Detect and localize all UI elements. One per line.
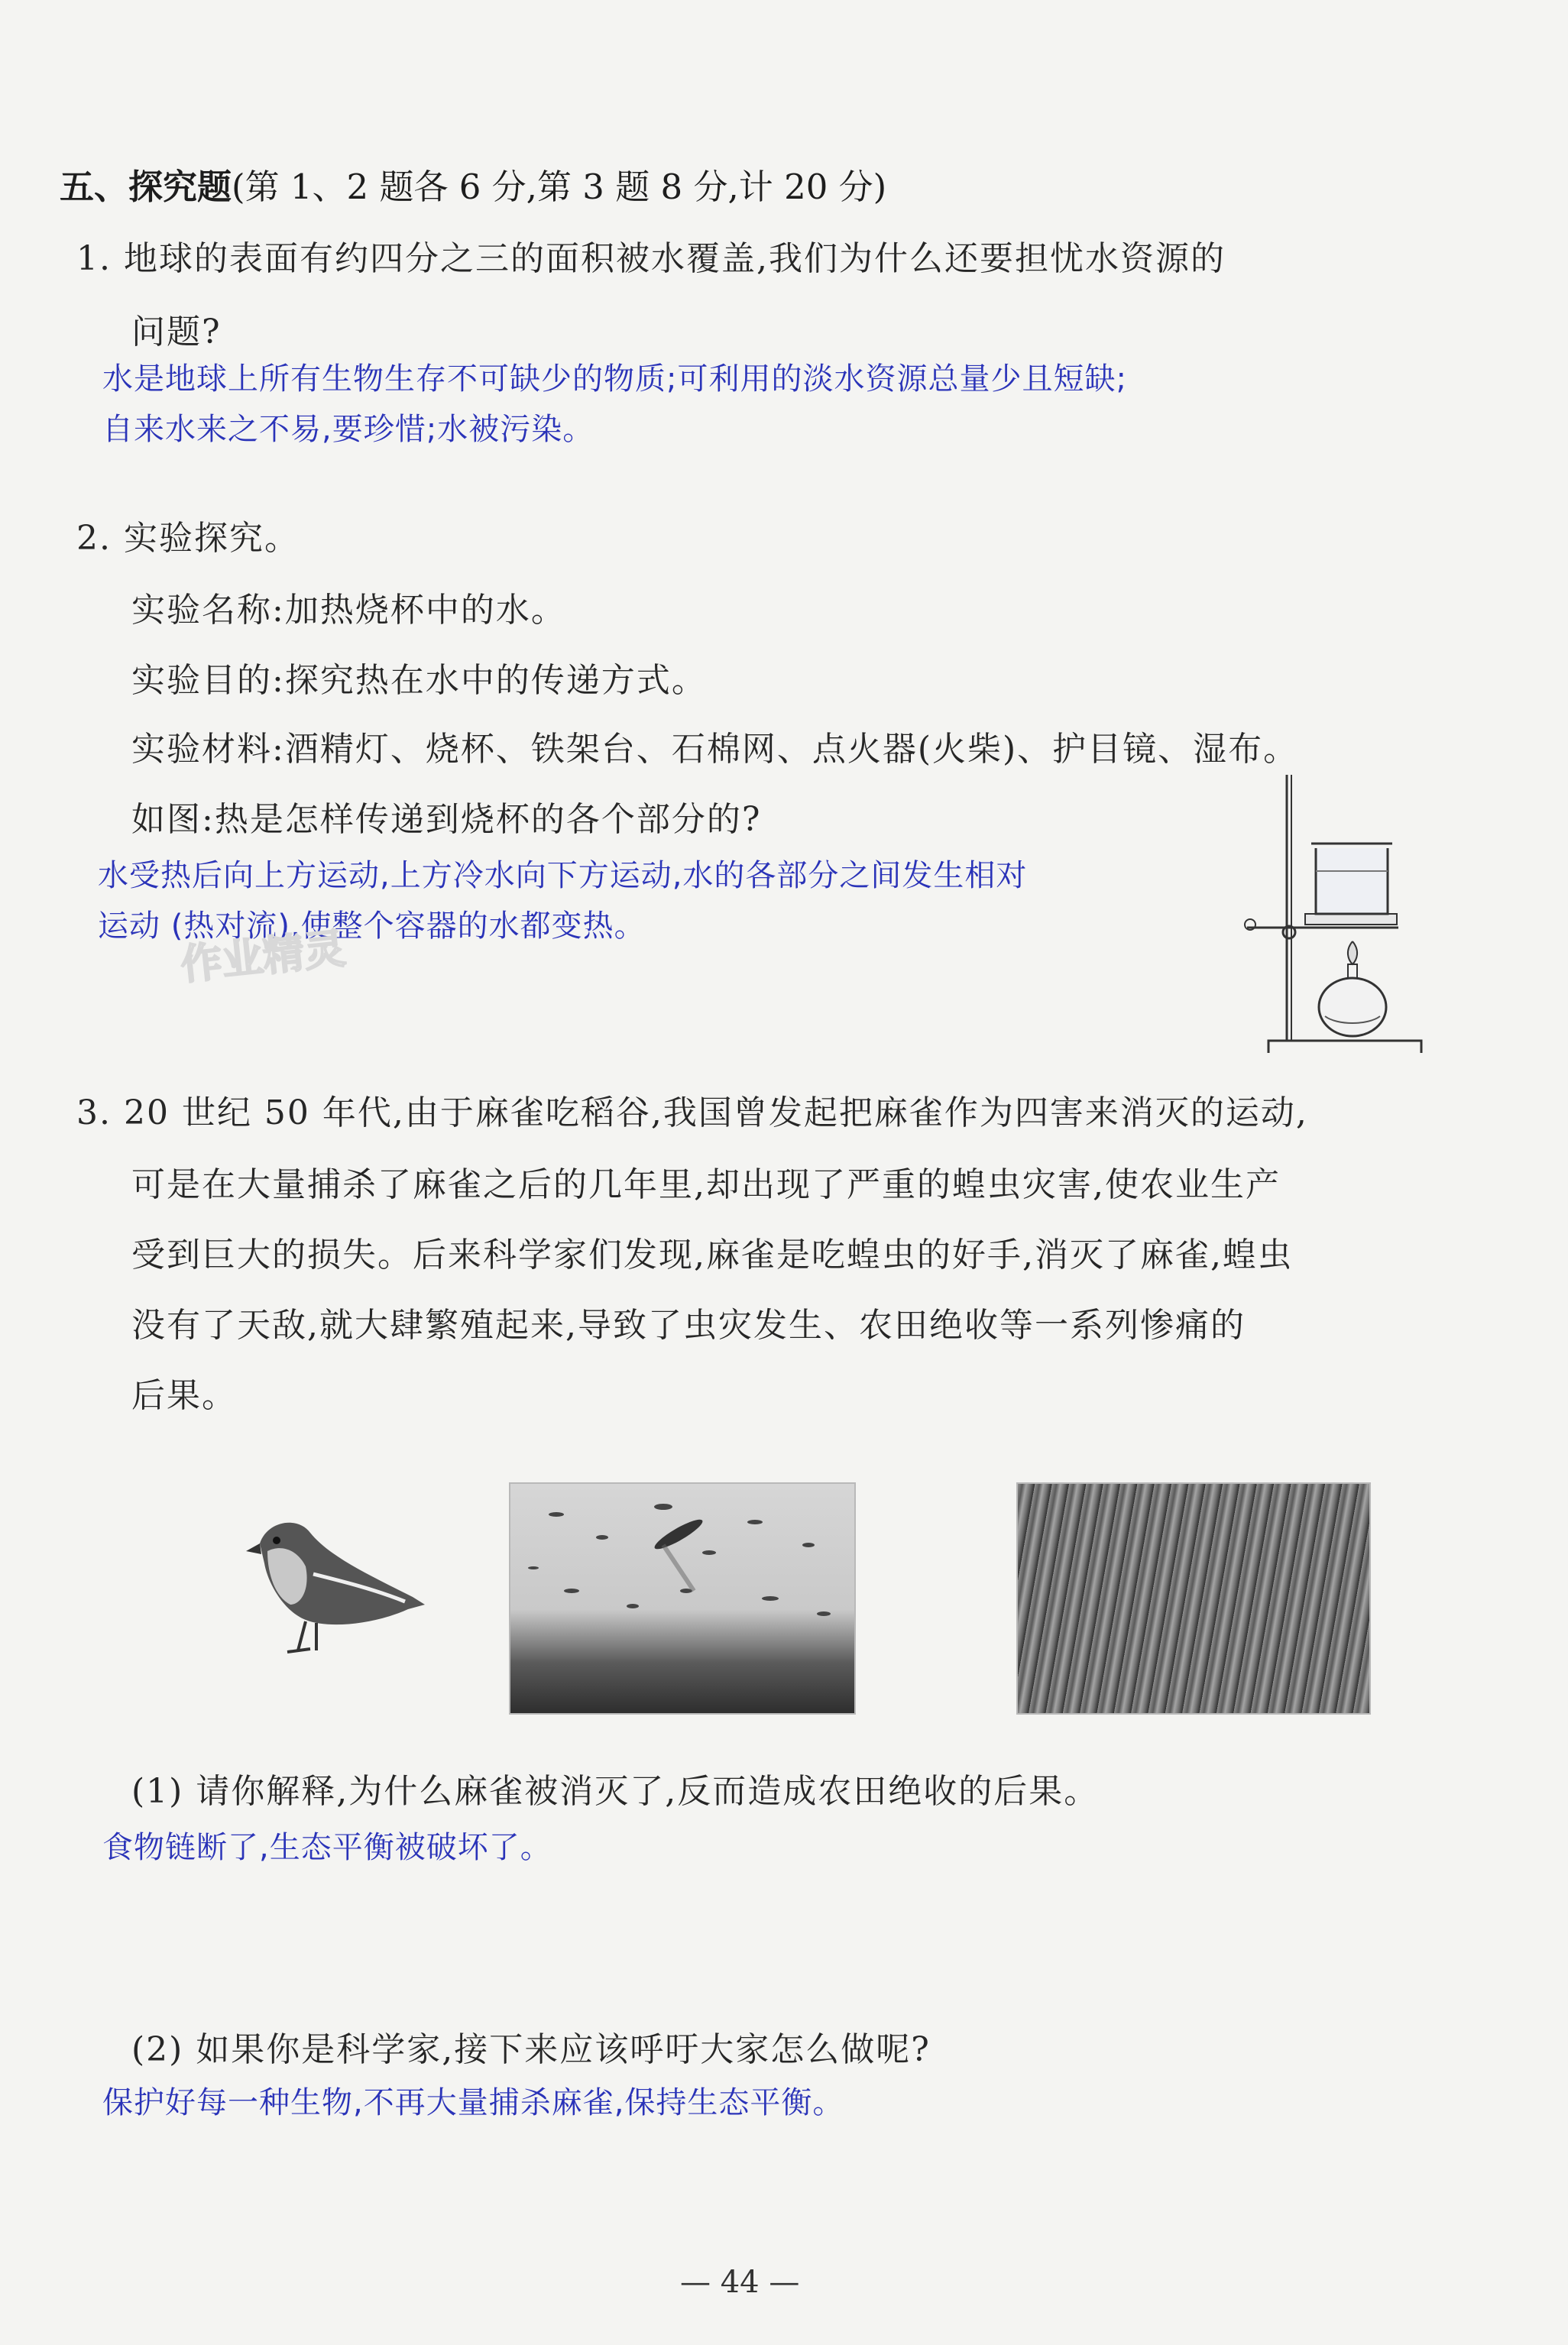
q1-answer-line1: 水是地球上所有生物生存不可缺少的物质;可利用的淡水资源总量少且短缺; <box>102 361 1127 397</box>
sparrow-image <box>237 1490 436 1673</box>
q3-sub1-answer: 食物链断了,生态平衡被破坏了。 <box>102 1830 552 1865</box>
section-title: 五、探究题 <box>60 167 232 207</box>
q2-name: 实验名称:加热烧杯中的水。 <box>131 591 566 630</box>
q2-answer-line2: 运动 (热对流),使整个容器的水都变热。 <box>98 909 646 944</box>
svg-text:作业精灵: 作业精灵 <box>178 925 348 986</box>
q2-purpose: 实验目的:探究热在水中的传递方式。 <box>131 661 707 700</box>
q3-line3: 受到巨大的损失。后来科学家们发现,麻雀是吃蝗虫的好手,消灭了麻雀,蝗虫 <box>131 1236 1293 1275</box>
q1-answer-line2: 自来水来之不易,要珍惜;水被污染。 <box>102 412 594 447</box>
heating-apparatus-figure <box>1230 764 1429 1062</box>
q3-sub1: (1) 请你解释,为什么麻雀被消灭了,反而造成农田绝收的后果。 <box>131 1772 1100 1811</box>
q1-line2: 问题? <box>131 313 222 351</box>
watermark-logo <box>176 925 367 986</box>
wheat-field-photo <box>1016 1482 1371 1715</box>
section-scoring: (第 1、2 题各 6 分,第 3 题 8 分,计 20 分) <box>232 167 887 207</box>
q3-line4: 没有了天敌,就大肆繁殖起来,导致了虫灾发生、农田绝收等一系列惨痛的 <box>131 1306 1246 1345</box>
q3-sub2-answer: 保护好每一种生物,不再大量捕杀麻雀,保持生态平衡。 <box>102 2085 844 2120</box>
q2-materials: 实验材料:酒精灯、烧杯、铁架台、石棉网、点火器(火柴)、护目镜、湿布。 <box>131 730 1299 769</box>
q2-answer-line1: 水受热后向上方运动,上方冷水向下方运动,水的各部分之间发生相对 <box>98 858 1028 893</box>
q1-line1: 1. 地球的表面有约四分之三的面积被水覆盖,我们为什么还要担忧水资源的 <box>76 239 1226 278</box>
q3-sub2: (2) 如果你是科学家,接下来应该呼吁大家怎么做呢? <box>131 2030 931 2069</box>
q3-line5: 后果。 <box>131 1376 237 1415</box>
q3-line1: 3. 20 世纪 50 年代,由于麻雀吃稻谷,我国曾发起把麻雀作为四害来消灭的运动, <box>76 1093 1308 1132</box>
page-number: — 44 — <box>680 2265 800 2300</box>
q2-title: 2. 实验探究。 <box>76 519 300 558</box>
q2-question: 如图:热是怎样传递到烧杯的各个部分的? <box>131 800 762 839</box>
section-heading <box>60 159 886 209</box>
q3-line2: 可是在大量捕杀了麻雀之后的几年里,却出现了严重的蝗虫灾害,使农业生产 <box>131 1165 1281 1204</box>
locust-swarm-photo <box>509 1482 856 1715</box>
